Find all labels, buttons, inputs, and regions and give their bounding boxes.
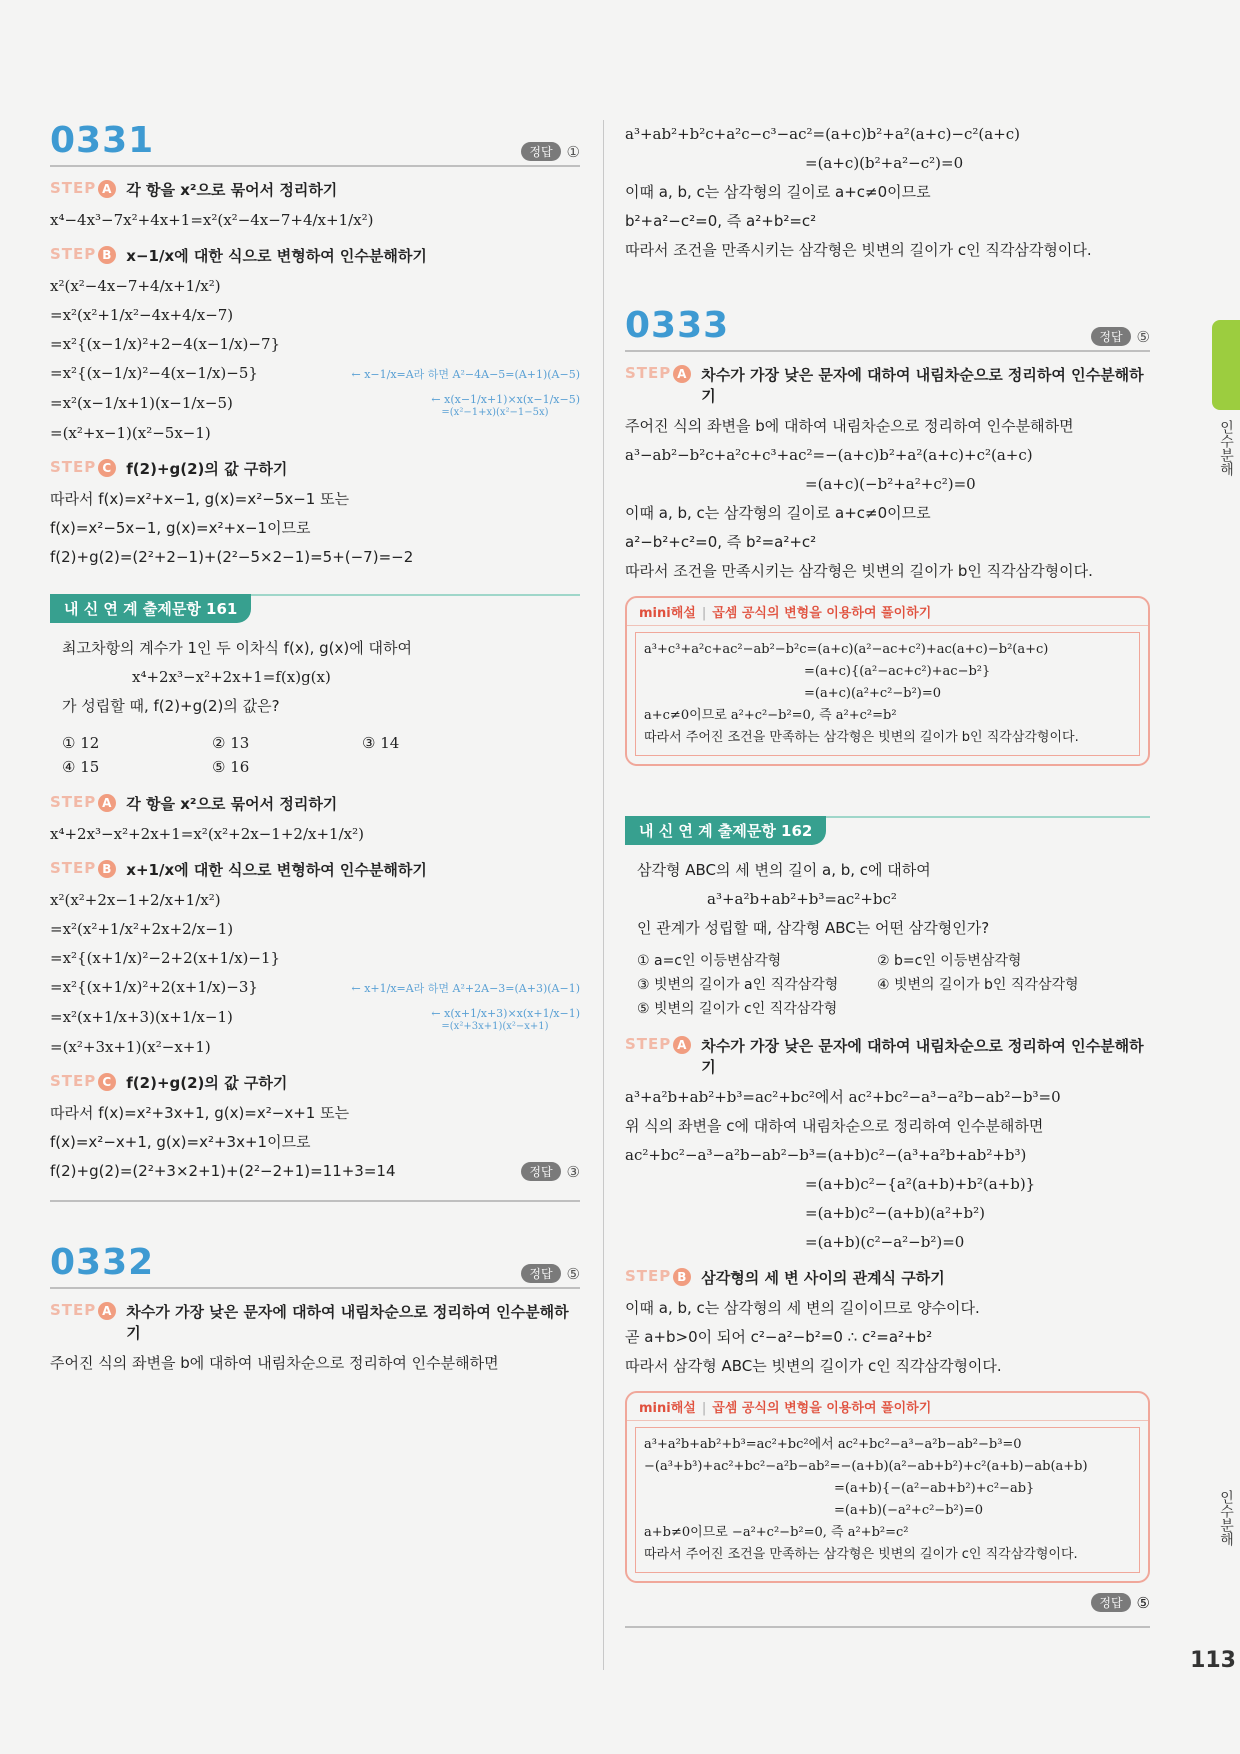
math-line-with-note: =x²{(x+1/x)²+2(x+1/x)−3} ← x+1/x=A라 하면 A²+2A−3=(A+3)(A−1)	[50, 978, 580, 996]
mini-explanation	[625, 596, 1150, 766]
problem-0331-header	[50, 120, 580, 167]
answer-badge: 정답	[1091, 327, 1130, 346]
step-title: f(2)+g(2)의 값 구하기	[126, 1074, 288, 1092]
divider-rule	[625, 1626, 1150, 1628]
text-line: 따라서 f(x)=x²+3x+1, g(x)=x²−x+1 또는	[50, 1104, 350, 1122]
step-title: 차수가 가장 낮은 문자에 대하여 내림차순으로 정리하여 인수분해하기	[701, 366, 1144, 405]
step-tag: STEP A	[625, 364, 691, 383]
math-line: x⁴+2x³−x²+2x+1=x²(x²+2x−1+2/x+1/x²)	[50, 825, 364, 843]
answer-badge: 정답	[521, 1162, 560, 1181]
math-line: x²(x²+2x−1+2/x+1/x²)	[50, 891, 221, 909]
text-line: b²+a²−c²=0, 즉 a²+b²=c²	[625, 212, 817, 230]
problem-0333-header	[625, 305, 1150, 352]
related-question-bar	[50, 594, 580, 626]
mini-header: mini해설 | 곱셈 공식의 변형을 이용하여 풀이하기	[627, 598, 1148, 626]
side-note: ← x(x−1/x+1)×x(x−1/x−5)	[431, 393, 580, 406]
math-line-with-note: =x²{(x−1/x)²−4(x−1/x)−5} ← x−1/x=A라 하면 A²−4A−5=(A+1)(A−5)	[50, 364, 580, 382]
math-line: =(a+b)c²−{a²(a+b)+b²(a+b)}	[805, 1175, 1036, 1193]
step-tag: STEP A	[50, 793, 116, 812]
side-note: ← x(x+1/x+3)×x(x+1/x−1)	[431, 1007, 580, 1020]
text-line-with-answer: f(2)+g(2)=(2²+3×2+1)+(2²−2+1)=11+3=14 정답 ③	[50, 1162, 580, 1181]
choice[interactable]: ④ 15	[62, 758, 100, 776]
step-title: x−1/x에 대한 식으로 변형하여 인수분해하기	[126, 247, 427, 265]
step-title: 차수가 가장 낮은 문자에 대하여 내림차순으로 정리하여 인수분해하기	[126, 1303, 569, 1342]
question-text: 인 관계가 성립할 때, 삼각형 ABC는 어떤 삼각형인가?	[637, 919, 990, 937]
text-line: 따라서 삼각형 ABC는 빗변의 길이가 c인 직각삼각형이다.	[625, 1357, 1002, 1375]
step-title: f(2)+g(2)의 값 구하기	[126, 460, 288, 478]
answer: 정답 ⑤	[625, 1593, 1150, 1612]
step-a	[50, 1301, 580, 1343]
answer-badge: 정답	[521, 1264, 560, 1283]
text-line: f(x)=x²−x+1, g(x)=x²+3x+1이므로	[50, 1133, 311, 1151]
choice[interactable]: ③ 빗변의 길이가 a인 직각삼각형	[637, 977, 839, 993]
math-line: =(a+b)(c²−a²−b²)=0	[805, 1233, 965, 1251]
left-column	[50, 120, 580, 1378]
step-tag: STEP A	[625, 1035, 691, 1054]
text-line: f(2)+g(2)=(2²+2−1)+(2²−5×2−1)=5+(−7)=−2	[50, 548, 414, 566]
problem-number: 0331	[50, 120, 155, 161]
side-note: ← x+1/x=A라 하면 A²+2A−3=(A+3)(A−1)	[351, 981, 580, 995]
math-line: a³+a²b+ab²+b³=ac²+bc²에서 ac²+bc²−a³−a²b−ab²−b³=0	[625, 1088, 1061, 1106]
text-line: a²−b²+c²=0, 즉 b²=a²+c²	[625, 533, 817, 551]
column-divider	[603, 120, 604, 1670]
step-tag: STEP B	[50, 859, 116, 878]
related-question-tag: 내 신 연 계 출제문항 162	[625, 816, 826, 845]
answer: 정답 ⑤	[1091, 327, 1150, 346]
step-b	[50, 859, 580, 880]
step-a	[625, 364, 1150, 406]
problem-number: 0332	[50, 1242, 155, 1283]
math-line-with-note: =x²(x−1/x+1)(x−1/x−5) ← x(x−1/x+1)×x(x−1/x−5) =(x²−1+x)(x²−1−5x)	[50, 393, 580, 418]
text-line: 따라서 조건을 만족시키는 삼각형은 빗변의 길이가 b인 직각삼각형이다.	[625, 562, 1093, 580]
text-line: f(x)=x²−5x−1, g(x)=x²+x−1이므로	[50, 519, 311, 537]
answer: 정답 ⑤	[521, 1264, 580, 1283]
question-equation: a³+a²b+ab²+b³=ac²+bc²	[707, 890, 897, 908]
question-text: 가 성립할 때, f(2)+g(2)의 값은?	[62, 697, 280, 715]
math-line: =x²(x²+1/x²−4x+4/x−7)	[50, 306, 234, 324]
choice[interactable]: ① a=c인 이등변삼각형	[637, 953, 782, 969]
question-text: 최고차항의 계수가 1인 두 이차식 f(x), g(x)에 대하여	[62, 639, 412, 657]
divider-rule	[50, 1200, 580, 1202]
step-tag: STEP C	[50, 458, 116, 477]
step-title: 차수가 가장 낮은 문자에 대하여 내림차순으로 정리하여 인수분해하기	[701, 1037, 1144, 1076]
related-question-tag: 내 신 연 계 출제문항 161	[50, 594, 251, 623]
choice[interactable]: ② b=c인 이등변삼각형	[877, 953, 1022, 969]
text-line: 따라서 f(x)=x²+x−1, g(x)=x²−5x−1 또는	[50, 490, 350, 508]
step-tag: STEP C	[50, 1072, 116, 1091]
step-title: 삼각형의 세 변 사이의 관계식 구하기	[701, 1269, 945, 1287]
side-note: =(x²+3x+1)(x²−x+1)	[441, 1021, 549, 1032]
step-title: 각 항을 x²으로 묶어서 정리하기	[126, 795, 338, 813]
math-line-with-note: =x²(x+1/x+3)(x+1/x−1) ← x(x+1/x+3)×x(x+1/x−1) =(x²+3x+1)(x²−x+1)	[50, 1007, 580, 1032]
step-a	[50, 793, 580, 814]
chapter-tab[interactable]	[1212, 320, 1240, 410]
text-line: 주어진 식의 좌변을 b에 대하여 내림차순으로 정리하여 인수분해하면	[625, 417, 1074, 435]
step-b	[50, 245, 580, 266]
math-line: =x²(x²+1/x²+2x+2/x−1)	[50, 920, 234, 938]
math-line: =(a+c)(b²+a²−c²)=0	[805, 154, 964, 172]
choice[interactable]: ⑤ 빗변의 길이가 c인 직각삼각형	[637, 1001, 838, 1017]
side-note: =(x²−1+x)(x²−1−5x)	[441, 407, 549, 418]
mini-header: mini해설 | 곱셈 공식의 변형을 이용하여 풀이하기	[627, 1393, 1148, 1421]
step-a	[625, 1035, 1150, 1077]
text-line: 위 식의 좌변을 c에 대하여 내림차순으로 정리하여 인수분해하면	[625, 1117, 1044, 1135]
choice[interactable]: ① 12	[62, 734, 100, 752]
question-162	[625, 848, 1150, 1025]
question-text: 삼각형 ABC의 세 변의 길이 a, b, c에 대하여	[637, 861, 931, 879]
math-line: =(a+b)c²−(a+b)(a²+b²)	[805, 1204, 986, 1222]
mini-explanation	[625, 1391, 1150, 1583]
step-tag: STEP A	[50, 1301, 116, 1320]
text-line: 이때 a, b, c는 삼각형의 길이로 a+c≠0이므로	[625, 504, 931, 522]
answer-value: ①	[566, 142, 580, 161]
step-a	[50, 179, 580, 200]
text-line: 주어진 식의 좌변을 b에 대하여 내림차순으로 정리하여 인수분해하면	[50, 1354, 499, 1372]
text-line: 따라서 조건을 만족시키는 삼각형은 빗변의 길이가 c인 직각삼각형이다.	[625, 241, 1092, 259]
question-equation: x⁴+2x³−x²+2x+1=f(x)g(x)	[132, 668, 331, 686]
related-question-bar	[625, 816, 1150, 848]
step-title: x+1/x에 대한 식으로 변형하여 인수분해하기	[126, 861, 427, 879]
side-note: ← x−1/x=A라 하면 A²−4A−5=(A+1)(A−5)	[351, 367, 580, 381]
math-line: =(x²+x−1)(x²−5x−1)	[50, 424, 211, 442]
step-b	[625, 1267, 1150, 1288]
step-tag: STEP B	[50, 245, 116, 264]
text-line: 곧 a+b>0이 되어 c²−a²−b²=0 ∴ c²=a²+b²	[625, 1328, 933, 1346]
math-line: =x²{(x+1/x)²−2+2(x+1/x)−1}	[50, 949, 281, 967]
math-line: a³+ab²+b²c+a²c−c³−ac²=(a+c)b²+a²(a+c)−c²(a+c)	[625, 125, 1021, 143]
question-161	[50, 626, 580, 783]
math-line: x²(x²−4x−7+4/x+1/x²)	[50, 277, 221, 295]
choice[interactable]: ② 13	[212, 734, 250, 752]
answer-badge: 정답	[1091, 1593, 1130, 1612]
math-line: =x²{(x−1/x)²+2−4(x−1/x)−7}	[50, 335, 281, 353]
choices	[637, 949, 1138, 1021]
step-tag: STEP A	[50, 179, 116, 198]
math-line: ac²+bc²−a³−a²b−ab²−b³=(a+b)c²−(a³+a²b+ab²+b³)	[625, 1146, 1027, 1164]
math-line: =(x²+3x+1)(x²−x+1)	[50, 1038, 211, 1056]
answer-badge: 정답	[521, 142, 560, 161]
page-number: 113	[1190, 1648, 1236, 1673]
answer: 정답 ③	[521, 1162, 580, 1181]
math-line: a³−ab²−b²c+a²c+c³+ac²=−(a+c)b²+a²(a+c)+c²(a+c)	[625, 446, 1033, 464]
choice[interactable]: ③ 14	[362, 734, 400, 752]
text-line: 이때 a, b, c는 삼각형의 세 변의 길이이므로 양수이다.	[625, 1299, 980, 1317]
chapter-label-bottom: 인수분해	[1218, 1490, 1234, 1546]
right-column	[625, 120, 1150, 1642]
mini-body: a³+a²b+ab²+b³=ac²+bc²에서 ac²+bc²−a³−a²b−ab²−b³=0 −(a³+b³)+ac²+bc²−a²b−ab²=−(a+b)(a²−ab+b²)+c²(a+b)−ab(a+b) =(a+b){−(a²−ab+b²)+c²−ab} =(a+b)(−a²+c²−b²)=0 a+b≠0이므로 −a²+c²−b²=0, 즉 a²+b²=c² 따라서 주어진 조건을 만족하는 삼각형은 빗변의 길이가 c인 직각삼각형이다.	[635, 1427, 1140, 1573]
step-c	[50, 458, 580, 479]
answer	[521, 142, 580, 161]
chapter-label: 인수분해	[1218, 420, 1234, 476]
choice[interactable]: ⑤ 16	[212, 758, 250, 776]
step-c	[50, 1072, 580, 1093]
text-line: 이때 a, b, c는 삼각형의 길이로 a+c≠0이므로	[625, 183, 931, 201]
step-title: 각 항을 x²으로 묶어서 정리하기	[126, 181, 338, 199]
choices	[62, 731, 568, 779]
math-line: x⁴−4x³−7x²+4x+1=x²(x²−4x−7+4/x+1/x²)	[50, 211, 374, 229]
step-tag: STEP B	[625, 1267, 691, 1286]
choice[interactable]: ④ 빗변의 길이가 b인 직각삼각형	[877, 977, 1079, 993]
problem-number: 0333	[625, 305, 730, 346]
mini-body: a³+c³+a²c+ac²−ab²−b²c=(a+c)(a²−ac+c²)+ac(a+c)−b²(a+c) =(a+c){(a²−ac+c²)+ac−b²} =(a+c)(a²+c²−b²)=0 a+c≠0이므로 a²+c²−b²=0, 즉 a²+c²=b² 따라서 주어진 조건을 만족하는 삼각형은 빗변의 길이가 b인 직각삼각형이다.	[635, 632, 1140, 756]
math-line: =(a+c)(−b²+a²+c²)=0	[805, 475, 976, 493]
problem-0332-header	[50, 1242, 580, 1289]
